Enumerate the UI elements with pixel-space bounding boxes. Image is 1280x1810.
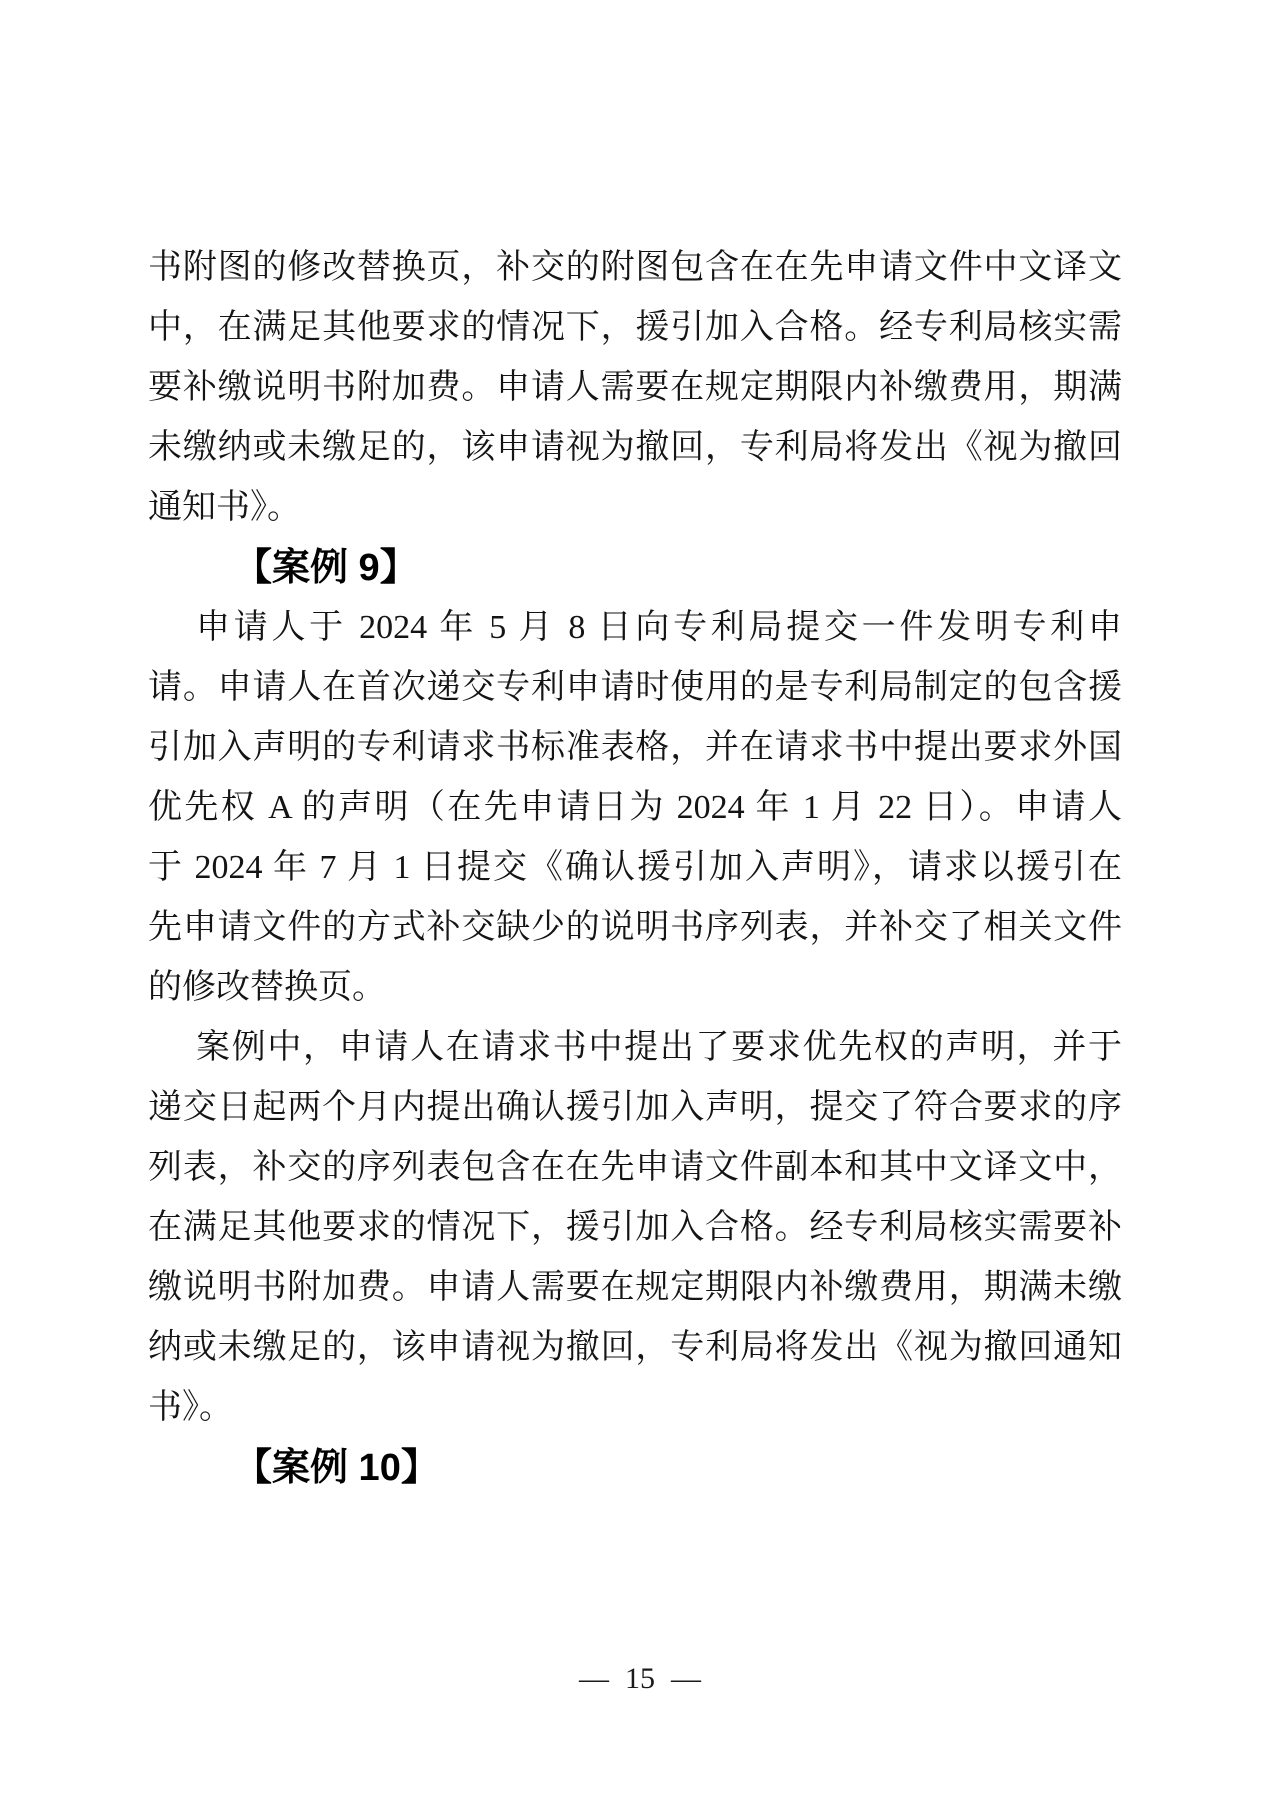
body-line: 于 2024 年 7 月 1 日提交《确认援引加入声明》，请求以援引在 bbox=[148, 849, 1122, 886]
paragraph-intro-continuation bbox=[148, 238, 1122, 538]
body-line: 缴说明书附加费。申请人需要在规定期限内补缴费用，期满未缴 bbox=[148, 1269, 1122, 1306]
body-line: 案例中，申请人在请求书中提出了要求优先权的声明，并于 bbox=[196, 1029, 1122, 1066]
body-line: 纳或未缴足的，该申请视为撤回，专利局将发出《视为撤回通知 bbox=[148, 1329, 1122, 1366]
case-10-heading: 【案例 10】 bbox=[234, 1447, 439, 1489]
body-line: 书》。 bbox=[148, 1389, 233, 1426]
body-line: 优先权 A 的声明（在先申请日为 2024 年 1 月 22 日）。申请人 bbox=[148, 789, 1122, 826]
body-line: 通知书》。 bbox=[148, 489, 301, 526]
body-line: 书附图的修改替换页，补交的附图包含在在先申请文件中文译文 bbox=[148, 249, 1122, 286]
body-line: 中，在满足其他要求的情况下，援引加入合格。经专利局核实需 bbox=[148, 309, 1122, 346]
paragraph-case9-analysis bbox=[148, 1018, 1122, 1438]
body-line: 先申请文件的方式补交缺少的说明书序列表，并补交了相关文件 bbox=[148, 909, 1122, 946]
footer-left-dash: — bbox=[579, 1662, 609, 1695]
page-body bbox=[148, 238, 1122, 1498]
body-line: 的修改替换页。 bbox=[148, 969, 386, 1006]
body-line: 未缴纳或未缴足的，该申请视为撤回，专利局将发出《视为撤回 bbox=[148, 429, 1122, 466]
body-line: 在满足其他要求的情况下，援引加入合格。经专利局核实需要补 bbox=[148, 1209, 1122, 1246]
body-line: 列表，补交的序列表包含在在先申请文件副本和其中文译文中， bbox=[148, 1149, 1122, 1186]
paragraph-case9-facts bbox=[148, 598, 1122, 1018]
body-line: 要补缴说明书附加费。申请人需要在规定期限内补缴费用，期满 bbox=[148, 369, 1122, 406]
body-line: 递交日起两个月内提出确认援引加入声明，提交了符合要求的序 bbox=[148, 1089, 1122, 1126]
case-9-heading: 【案例 9】 bbox=[234, 547, 418, 589]
body-line: 引加入声明的专利请求书标准表格，并在请求书中提出要求外国 bbox=[148, 729, 1122, 766]
page-number: 15 bbox=[625, 1662, 655, 1695]
body-line: 请。申请人在首次递交专利申请时使用的是专利局制定的包含援 bbox=[148, 669, 1122, 706]
body-line: 申请人于 2024 年 5 月 8 日向专利局提交一件发明专利申 bbox=[196, 609, 1122, 646]
page-footer bbox=[0, 1660, 1280, 1698]
footer-right-dash: — bbox=[671, 1662, 701, 1695]
